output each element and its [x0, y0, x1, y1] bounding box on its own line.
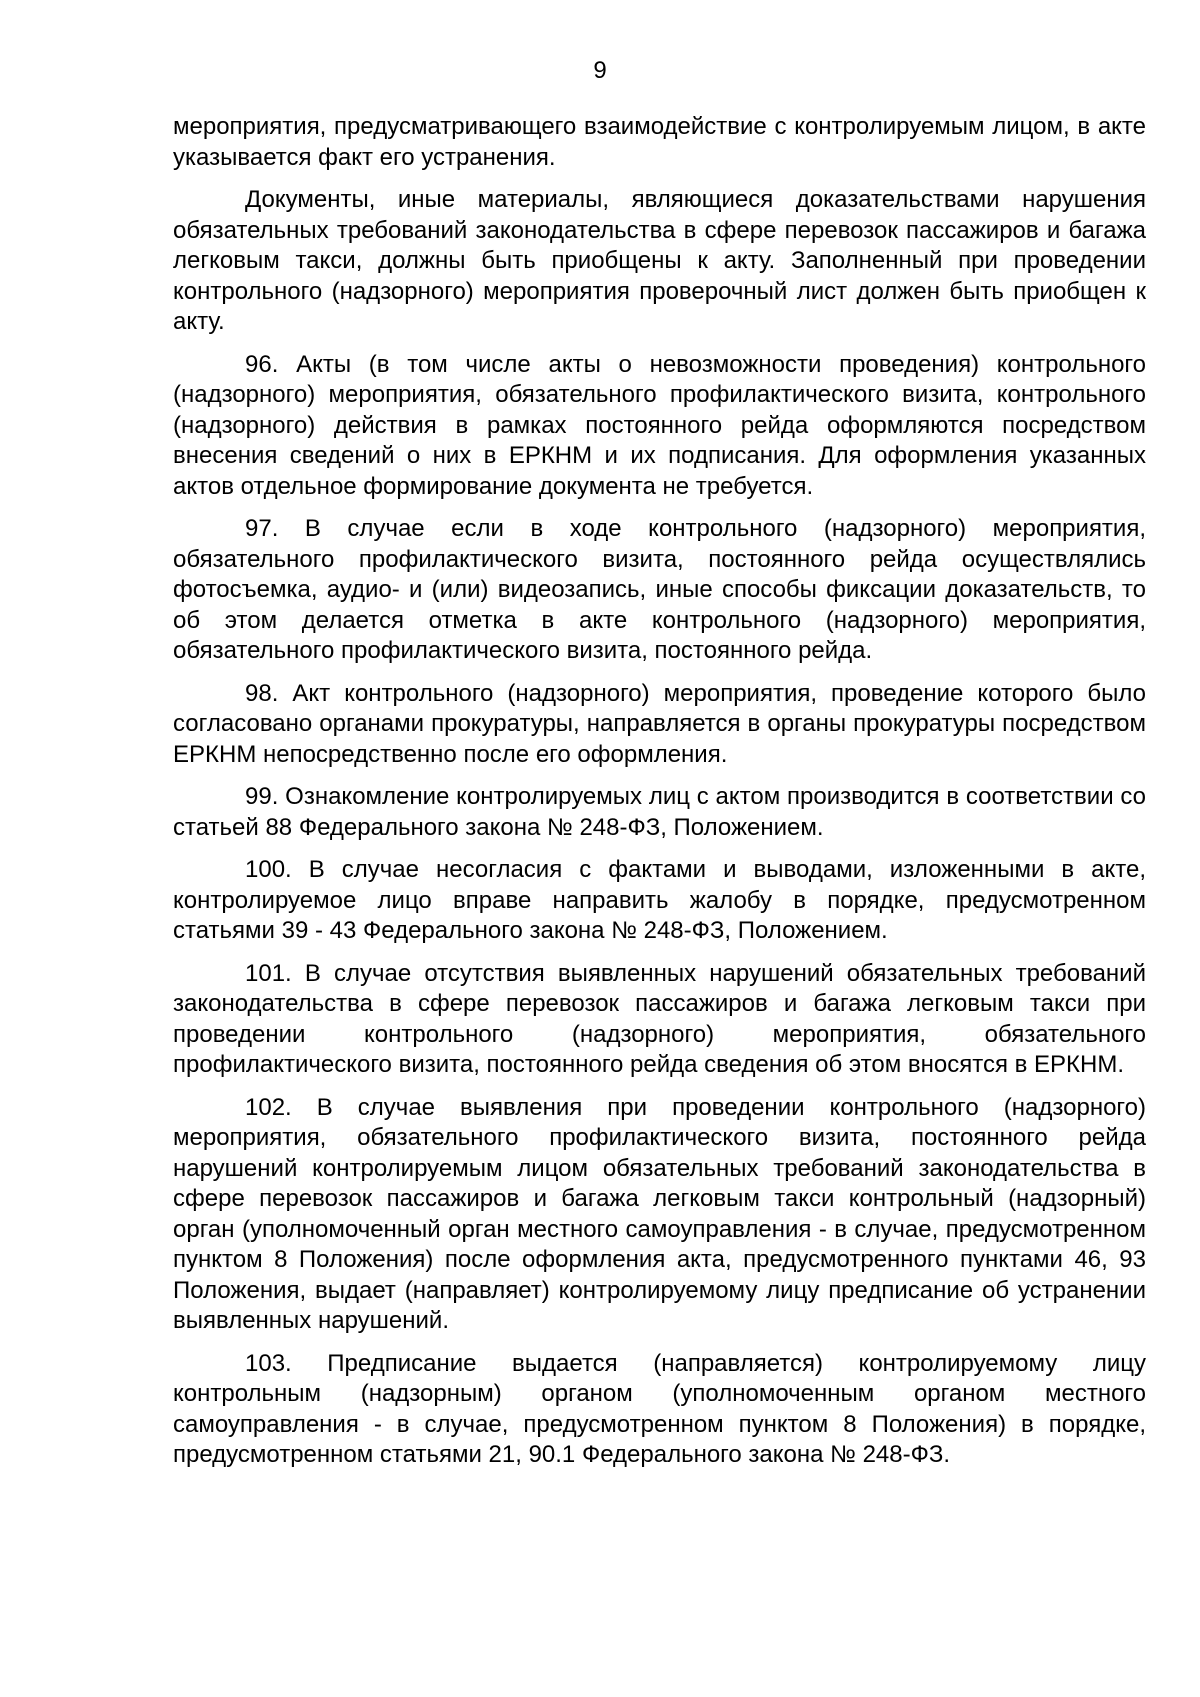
paragraph-103: 103. Предписание выдается (направляется) контролируемому лицу контрольным (надзорным) органом (уполномоченным органом местного самоуправления - в случае, предусмотренном пунктом 8 Положения) в порядке, предусмотренном статьями 21, 90.1 Федерального закона № 248-ФЗ.	[173, 1349, 1146, 1468]
paragraph-continuation: мероприятия, предусматривающего взаимодействие с контролируемым лицом, в акте указывается факт его устранения.	[173, 113, 1146, 171]
paragraph-99: 99. Ознакомление контролируемых лиц с актом производится в соответствии со статьей 88 Федерального закона № 248-ФЗ, Положением.	[173, 783, 1146, 841]
paragraph-101: 101. В случае отсутствия выявленных нарушений обязательных требований законодательства в сфере перевозок пассажиров и багажа легковым такси при проведении контрольного (надзорного) мероприятия, обязательного профилактического визита, постоянного рейда сведения об этом вносятся в ЕРКНМ.	[173, 959, 1146, 1078]
paragraph-documents: Документы, иные материалы, являющиеся доказательствами нарушения обязательных требований законодательства в сфере перевозок пассажиров и багажа легковым такси, должны быть приобщены к акту. Заполненный при проведении контрольного (надзорного) мероприятия проверочный лист должен быть приобщен к акту.	[173, 186, 1146, 335]
paragraph-98: 98. Акт контрольного (надзорного) мероприятия, проведение которого было согласовано органами прокуратуры, направляется в органы прокуратуры посредством ЕРКНМ непосредственно после его оформления.	[173, 679, 1146, 768]
paragraph-97: 97. В случае если в ходе контрольного (надзорного) мероприятия, обязательного профилактического визита, постоянного рейда осуществлялись фотосъемка, аудио- и (или) видеозапись, иные способы фиксации доказательств, то об этом делается отметка в акте контрольного (надзорного) мероприятия, обязательного профилактического визита, постоянного рейда.	[173, 515, 1146, 664]
paragraph-96: 96. Акты (в том числе акты о невозможности проведения) контрольного (надзорного) мероприятия, обязательного профилактического визита, контрольного (надзорного) действия в рамках постоянного рейда оформляются посредством внесения сведений о них в ЕРКНМ и их подписания. Для оформления указанных актов отдельное формирование документа не требуется.	[173, 350, 1146, 500]
paragraph-100: 100. В случае несогласия с фактами и выводами, изложенными в акте, контролируемое лицо вправе направить жалобу в порядке, предусмотренном статьями 39 - 43 Федерального закона № 248-ФЗ, Положением.	[173, 856, 1146, 944]
paragraph-102: 102. В случае выявления при проведении контрольного (надзорного) мероприятия, обязательного профилактического визита, постоянного рейда нарушений контролируемым лицом обязательных требований законодательства в сфере перевозок пассажиров и багажа легковым такси контрольный (надзорный) орган (уполномоченный орган местного самоуправления - в случае, предусмотренном пунктом 8 Положения) после оформления акта, предусмотренного пунктами 46, 93 Положения, выдает (направляет) контролируемому лицу предписание об устранении выявленных нарушений.	[173, 1093, 1146, 1334]
document-body	[173, 112, 1146, 1471]
page-number: 9	[593, 57, 607, 84]
